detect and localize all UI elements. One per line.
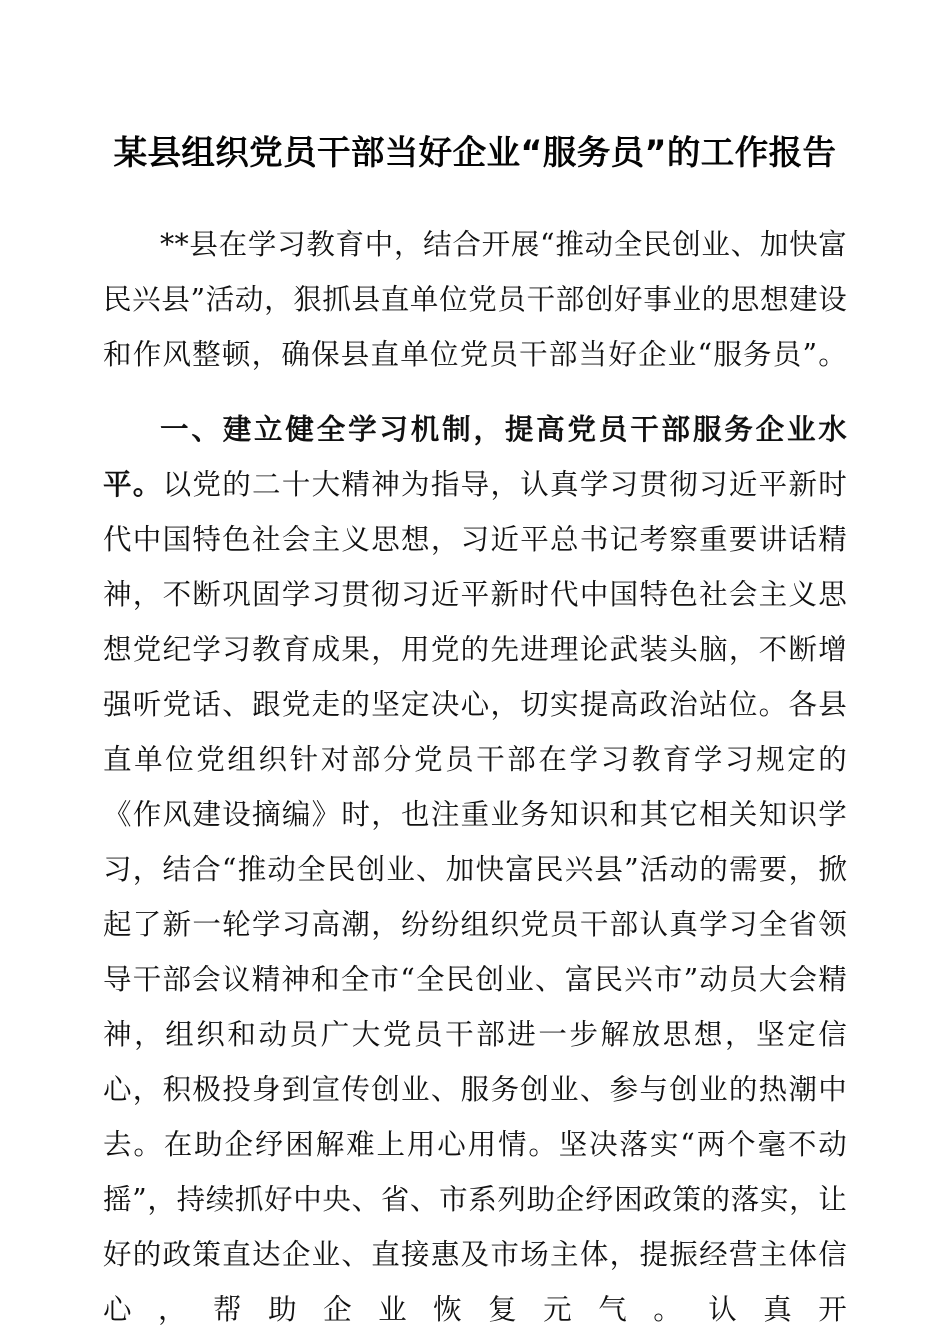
paragraph-section-one: [103, 402, 847, 1337]
paragraph-intro: **县在学习教育中，结合开展“推动全民创业、加快富民兴县”活动，狠抓县直单位党员干部创好事业的思想建设和作风整顿，确保县直单位党员干部当好企业“服务员”。: [103, 228, 847, 371]
section-one-text: 以党的二十大精神为指导，认真学习贯彻习近平新时代中国特色社会主义思想，习近平总书记考察重要讲话精神，不断巩固学习贯彻习近平新时代中国特色社会主义思想党纪学习教育成果，用党的先进理论武装头脑，不断增强听党话、跟党走的坚定决心，切实提高政治站位。各县直单位党组织针对部分党员干部在学习教育学习规定的《作风建设摘编》时，也注重业务知识和其它相关知识学习，结合“推动全民创业、加快富民兴县”活动的需要，掀起了新一轮学习高潮，纷纷组织党员干部认真学习全省领导干部会议精神和全市“全民创业、富民兴市”动员大会精神，组织和动员广大党员干部进一步解放思想，坚定信心，积极投身到宣传创业、服务创业、参与创业的热潮中去。在助企纾困解难上用心用情。坚决落实“两个毫不动摇”，持续抓好中央、省、市系列助企纾困政策的落实，让好的政策直达企业、直接惠及市场主体，提振经营主体信心，帮助企业恢复元气。认真开: [103, 468, 847, 1326]
section-one-heading: 一、建立健全学习机制，提高党员干部服务企业水平。: [103, 412, 847, 501]
document-body: [103, 0, 847, 1337]
page-title: 某县组织党员干部当好企业“服务员”的工作报告: [113, 133, 837, 172]
